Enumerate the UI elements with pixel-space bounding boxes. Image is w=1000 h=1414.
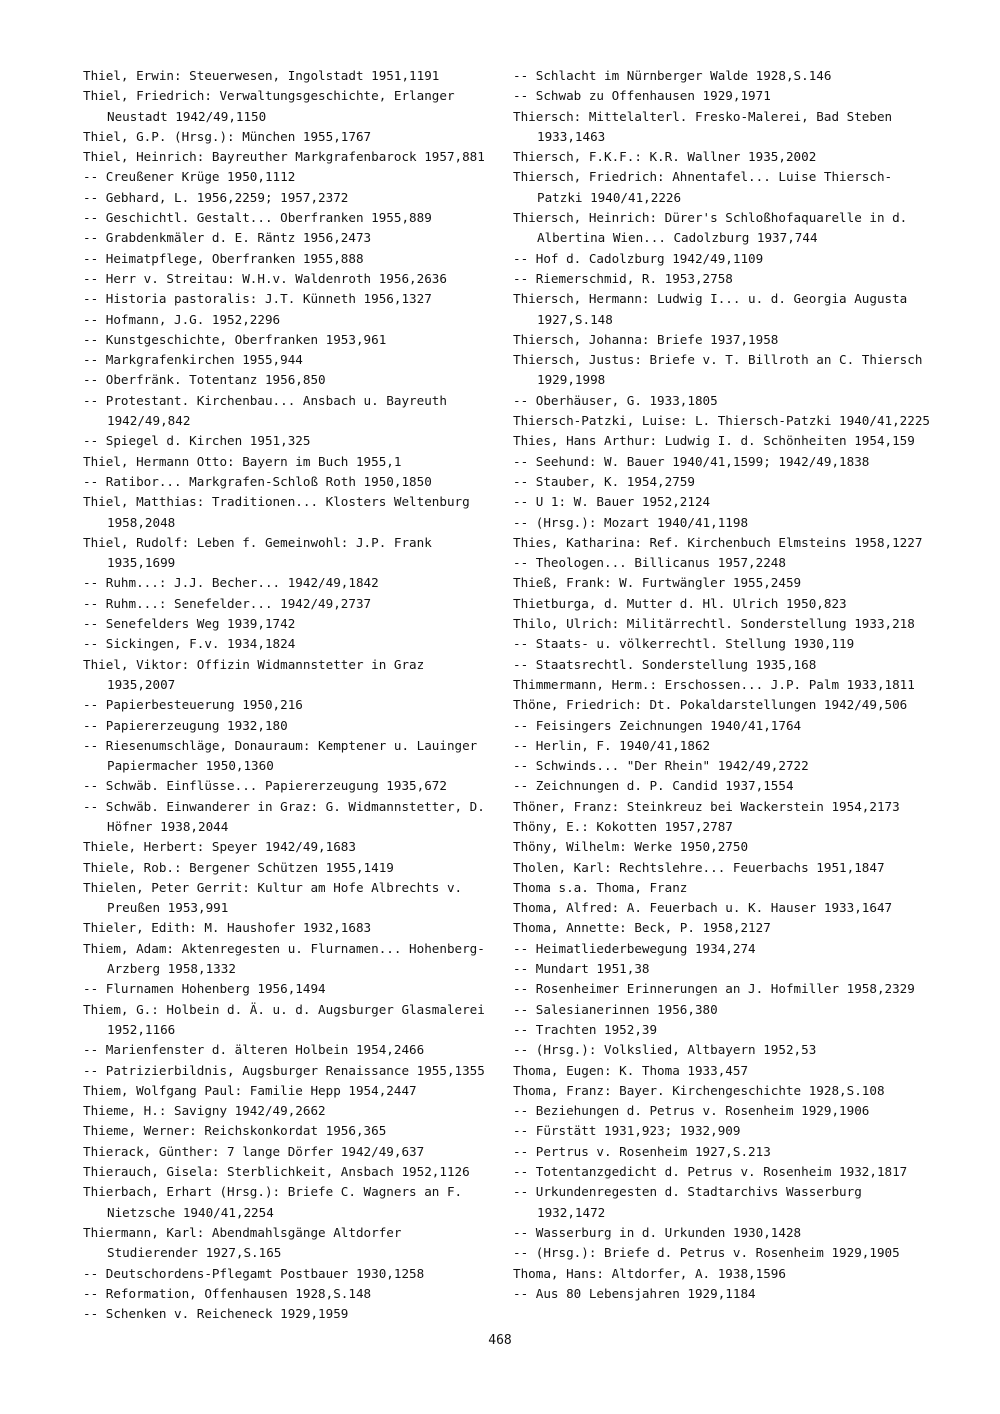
index-entry: -- Ruhm...: Senefelder... 1942/49,2737 [83,595,372,611]
index-entry: -- Hofmann, J.G. 1952,2296 [83,311,281,327]
index-entry: -- Deutschordens-Pflegamt Postbauer 1930,1258 [83,1265,425,1281]
index-entry: -- Wasserburg in d. Urkunden 1930,1428 [513,1224,802,1240]
index-entry: -- Papierbesteuerung 1950,216 [83,697,303,713]
index-entry: -- Aus 80 Lebensjahren 1929,1184 [513,1285,756,1301]
index-entry: Thiele, Herbert: Speyer 1942/49,1683 [83,839,356,855]
index-entry: -- Staatsrechtl. Sonderstellung 1935,168 [513,656,817,672]
index-entry: -- Seehund: W. Bauer 1940/41,1599; 1942/49,1838 [513,453,870,469]
index-entry: Thierbach, Erhart (Hrsg.): Briefe C. Wagners an F. Nietzsche 1940/41,2254 [83,1184,463,1220]
index-entry: -- Riemerschmid, R. 1953,2758 [513,270,733,286]
index-entry: -- Kunstgeschichte, Oberfranken 1953,961 [83,331,387,347]
index-entry: -- Protestant. Kirchenbau... Ansbach u. Bayreuth 1942/49,842 [83,392,447,429]
index-entry: -- Senefelders Weg 1939,1742 [83,616,296,632]
index-entry: -- Ratibor... Markgrafen-Schloß Roth 1950,1850 [83,473,432,489]
index-entry: -- Riesenumschläge, Donauraum: Kemptener u. Lauinger Papiermacher 1950,1360 [83,737,478,774]
index-entry: Thoma, Franz: Bayer. Kirchengeschichte 1928,S.108 [513,1082,885,1098]
index-entry: Thiel, Hermann Otto: Bayern im Buch 1955,1 [83,453,402,469]
index-entry: Thiele, Rob.: Bergener Schützen 1955,1419 [83,859,394,875]
index-entry: -- Geschichtl. Gestalt... Oberfranken 1955,889 [83,210,432,226]
index-entry: Thiem, G.: Holbein d. Ä. u. d. Augsburger Glasmalerei 1952,1166 [83,1001,485,1037]
index-entry: Thiel, Heinrich: Bayreuther Markgrafenbarock 1957,881 [83,149,485,165]
index-entry: -- Schlacht im Nürnberger Walde 1928,S.146 [513,68,832,83]
index-entry: -- Theologen... Billicanus 1957,2248 [513,555,786,571]
index-entry: -- Flurnamen Hohenberg 1956,1494 [83,981,326,997]
index-entry: -- Markgrafenkirchen 1955,944 [83,352,303,368]
index-entry: -- Patrizierbildnis, Augsburger Renaissance 1955,1355 [83,1062,485,1078]
index-entry: -- Zeichnungen d. P. Candid 1937,1554 [513,778,794,794]
index-entry: Thierauch, Gisela: Sterblichkeit, Ansbach 1952,1126 [83,1164,470,1180]
index-entry: -- U 1: W. Bauer 1952,2124 [513,494,711,510]
index-entry: Thies, Katharina: Ref. Kirchenbuch Elmsteins 1958,1227 [513,534,923,550]
index-entry: Thiel, Matthias: Traditionen... Klosters Weltenburg 1958,2048 [83,494,470,530]
index-entry: Thiersch-Patzki, Luise: L. Thiersch-Patzki 1940/41,2225 [513,413,931,429]
index-entry: -- (Hrsg.): Volkslied, Altbayern 1952,53 [513,1042,817,1058]
index-entry: Thiel, Friedrich: Verwaltungsgeschichte, Erlanger Neustadt 1942/49,1150 [83,88,455,124]
index-entry: -- Creußener Krüge 1950,1112 [83,169,296,185]
index-entry: -- Beziehungen d. Petrus v. Rosenheim 1929,1906 [513,1103,870,1119]
index-entry: -- Grabdenkmäler d. E. Räntz 1956,2473 [83,230,372,246]
index-entry: Thöner, Franz: Steinkreuz bei Wackerstein 1954,2173 [513,798,900,814]
index-entry: -- Reformation, Offenhausen 1928,S.148 [83,1285,372,1301]
index-entry: -- (Hrsg.): Briefe d. Petrus v. Rosenheim 1929,1905 [513,1245,900,1261]
index-entry: -- Salesianerinnen 1956,380 [513,1001,718,1017]
index-entry: Thiel, Viktor: Offizin Widmannstetter in Graz 1935,2007 [83,656,425,692]
index-entry: -- Pertrus v. Rosenheim 1927,S.213 [513,1143,771,1159]
index-entry: -- Trachten 1952,39 [513,1021,658,1037]
index-entry: -- Herr v. Streitau: W.H.v. Waldenroth 1956,2636 [83,270,447,286]
index-entry: Thöny, E.: Kokotten 1957,2787 [513,818,733,834]
index-entry: Thoma s.a. Thoma, Franz [513,879,688,895]
index-entry: Thiermann, Karl: Abendmahlsgänge Altdorfer Studierender 1927,S.165 [83,1224,402,1261]
index-entry: -- Ruhm...: J.J. Becher... 1942/49,1842 [83,575,379,591]
index-entry: -- Schwinds... "Der Rhein" 1942/49,2722 [513,758,809,774]
index-entry: Thiem, Wolfgang Paul: Familie Hepp 1954,2447 [83,1082,417,1098]
index-entry: Thimmermann, Herm.: Erschossen... J.P. Palm 1933,1811 [513,676,915,692]
index-entry: Thiel, Rudolf: Leben f. Gemeinwohl: J.P. Frank 1935,1699 [83,534,432,571]
index-entry: Thiersch, Hermann: Ludwig I... u. d. Georgia Augusta 1927,S.148 [513,291,908,327]
index-entry: Thoma, Eugen: K. Thoma 1933,457 [513,1062,749,1078]
index-entry: Tholen, Karl: Rechtslehre... Feuerbachs 1951,1847 [513,859,885,875]
index-entry: -- Sickingen, F.v. 1934,1824 [83,636,296,652]
index-entry: -- Feisingers Zeichnungen 1940/41,1764 [513,717,802,733]
index-entry: -- Historia pastoralis: J.T. Künneth 1956,1327 [83,291,432,307]
index-entry: Thierack, Günther: 7 lange Dörfer 1942/49,637 [83,1143,425,1159]
index-entry: -- Oberfränk. Totentanz 1956,850 [83,372,326,388]
index-entry: Thies, Hans Arthur: Ludwig I. d. Schönheiten 1954,159 [513,433,915,449]
page-number: 468 [488,1333,512,1348]
left-column [83,66,498,1324]
index-entry: Thiersch, Johanna: Briefe 1937,1958 [513,331,779,347]
index-entry: -- Herlin, F. 1940/41,1862 [513,737,711,753]
index-entry: Thiel, G.P. (Hrsg.): München 1955,1767 [83,128,372,144]
index-entry: -- Urkundenregesten d. Stadtarchivs Wasserburg 1932,1472 [513,1184,862,1220]
index-entry: -- Schwäb. Einwanderer in Graz: G. Widmannstetter, D. Höfner 1938,2044 [83,798,485,834]
index-entry: -- Rosenheimer Erinnerungen an J. Hofmiller 1958,2329 [513,981,915,997]
index-entry: -- Hof d. Cadolzburg 1942/49,1109 [513,250,764,266]
index-entry: -- Fürstätt 1931,923; 1932,909 [513,1123,741,1139]
index-entry: Thietburga, d. Mutter d. Hl. Ulrich 1950,823 [513,595,847,611]
index-entry: -- Schenken v. Reicheneck 1929,1959 [83,1306,349,1322]
index-entry: -- Staats- u. völkerrechtl. Stellung 1930,119 [513,636,855,652]
index-entry: -- Papiererzeugung 1932,180 [83,717,288,733]
index-entry: Thieme, H.: Savigny 1942/49,2662 [83,1103,326,1119]
index-entry: Thilo, Ulrich: Militärrechtl. Sonderstellung 1933,218 [513,616,915,632]
index-entry: -- Heimatpflege, Oberfranken 1955,888 [83,250,364,266]
index-entry: Thiersch, Justus: Briefe v. T. Billroth an C. Thiersch 1929,1998 [513,352,923,388]
index-entry: Thieler, Edith: M. Haushofer 1932,1683 [83,920,372,936]
index-entry: -- Stauber, K. 1954,2759 [513,473,695,489]
index-entry: Thiel, Erwin: Steuerwesen, Ingolstadt 1951,1191 [83,68,440,83]
index-entry: Thielen, Peter Gerrit: Kultur am Hofe Albrechts v. Preußen 1953,991 [83,879,463,916]
index-entry: Thiersch, Friedrich: Ahnentafel... Luise Thiersch-Patzki 1940/41,2226 [513,169,893,205]
index-entry: -- Spiegel d. Kirchen 1951,325 [83,433,311,449]
index-entry: Thöny, Wilhelm: Werke 1950,2750 [513,839,749,855]
index-entry: Thöne, Friedrich: Dt. Pokaldarstellungen 1942/49,506 [513,697,908,713]
right-column [513,66,933,1304]
index-entry: Thiem, Adam: Aktenregesten u. Flurnamen... Hohenberg-Arzberg 1958,1332 [83,940,485,977]
index-entry: Thieß, Frank: W. Furtwängler 1955,2459 [513,575,802,591]
index-entry: Thoma, Hans: Altdorfer, A. 1938,1596 [513,1265,786,1281]
index-entry: Thoma, Alfred: A. Feuerbach u. K. Hauser 1933,1647 [513,900,893,916]
index-entry: -- Mundart 1951,38 [513,961,650,977]
index-entry: Thieme, Werner: Reichskonkordat 1956,365 [83,1123,387,1139]
index-entry: -- (Hrsg.): Mozart 1940/41,1198 [513,514,749,530]
index-entry: -- Oberhäuser, G. 1933,1805 [513,392,718,408]
index-entry: -- Marienfenster d. älteren Holbein 1954,2466 [83,1042,425,1058]
index-entry: Thiersch, Heinrich: Dürer's Schloßhofaquarelle in d. Albertina Wien... Cadolzburg 1937,744 [513,210,908,246]
index-entry: -- Schwab zu Offenhausen 1929,1971 [513,88,771,104]
index-entry: -- Heimatliederbewegung 1934,274 [513,940,756,956]
index-entry: -- Totentanzgedicht d. Petrus v. Rosenheim 1932,1817 [513,1164,908,1180]
index-entry: -- Gebhard, L. 1956,2259; 1957,2372 [83,189,349,205]
index-entry: -- Schwäb. Einflüsse... Papiererzeugung 1935,672 [83,778,447,794]
index-entry: Thiersch, F.K.F.: K.R. Wallner 1935,2002 [513,149,817,165]
index-entry: Thoma, Annette: Beck, P. 1958,2127 [513,920,771,936]
index-entry: Thiersch: Mittelalterl. Fresko-Malerei, Bad Steben 1933,1463 [513,108,893,144]
